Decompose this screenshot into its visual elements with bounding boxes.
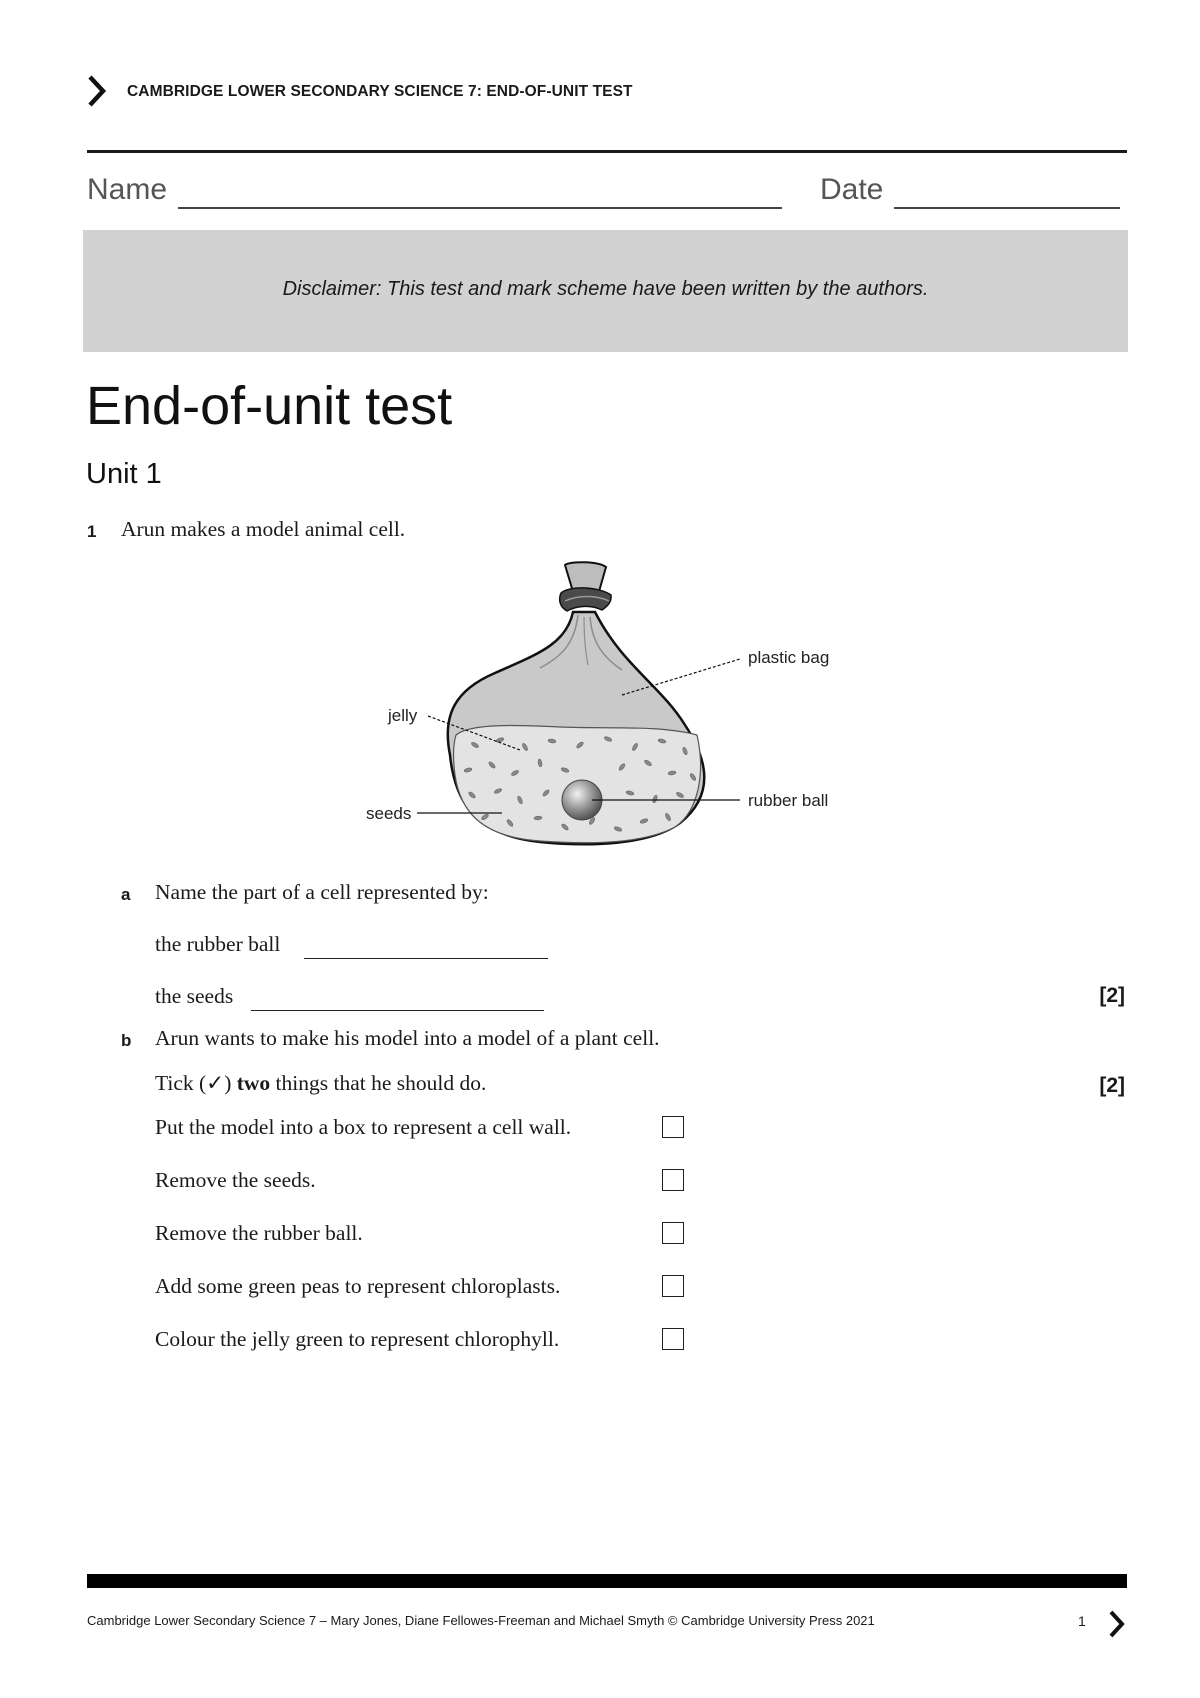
seeds-answer-line[interactable] <box>251 1010 544 1011</box>
name-field[interactable] <box>178 207 782 209</box>
page-number: 1 <box>1078 1613 1086 1629</box>
chevron-right-icon <box>1108 1609 1126 1639</box>
footer-rule <box>87 1574 1127 1588</box>
rubber-ball-answer-line[interactable] <box>304 958 548 959</box>
option-checkbox-green-jelly[interactable] <box>662 1328 684 1350</box>
part-a-letter: a <box>121 885 131 904</box>
option-label: Colour the jelly green to represent chlorophyll. <box>155 1327 560 1351</box>
part-b-prompt: Arun wants to make his model into a model of a plant cell. <box>155 1026 660 1050</box>
option-checkbox-remove-ball[interactable] <box>662 1222 684 1244</box>
option-checkbox-cell-wall[interactable] <box>662 1116 684 1138</box>
seeds-prompt: the seeds <box>155 984 234 1008</box>
option-label: Remove the seeds. <box>155 1168 316 1192</box>
option-label: Remove the rubber ball. <box>155 1221 363 1245</box>
jelly-label: jelly <box>388 706 418 725</box>
tick-instruction <box>155 1071 486 1096</box>
name-label: Name <box>87 173 168 206</box>
part-a-marks: [2] <box>1099 984 1125 1007</box>
tick-instruction-count: two <box>236 1071 271 1095</box>
chevron-right-icon <box>86 74 108 108</box>
unit-heading: Unit 1 <box>86 458 162 490</box>
part-b-marks: [2] <box>1099 1074 1125 1097</box>
model-cell-figure <box>360 555 860 855</box>
page-title: End-of-unit test <box>86 376 453 436</box>
date-label: Date <box>820 173 884 206</box>
date-field[interactable] <box>894 207 1120 209</box>
disclaimer-text: Disclaimer: This test and mark scheme have been written by the authors. <box>282 278 929 300</box>
header-rule <box>87 150 1127 153</box>
footer-credit: Cambridge Lower Secondary Science 7 – Mary Jones, Diane Fellowes-Freeman and Michael Smyth © Cambridge University Press 2021 <box>87 1613 875 1628</box>
seeds-label: seeds <box>366 804 412 823</box>
option-checkbox-green-peas[interactable] <box>662 1275 684 1297</box>
tick-instruction-prefix: Tick (✓) <box>155 1071 232 1095</box>
plastic-bag-label: plastic bag <box>748 648 830 667</box>
part-b-letter: b <box>121 1031 132 1050</box>
running-title: CAMBRIDGE LOWER SECONDARY SCIENCE 7: END-OF-UNIT TEST <box>127 83 633 100</box>
question-number: 1 <box>87 522 97 541</box>
tick-instruction-suffix: things that he should do. <box>275 1071 487 1095</box>
rubber-ball-prompt: the rubber ball <box>155 932 281 956</box>
part-a-prompt: Name the part of a cell represented by: <box>155 880 489 904</box>
option-label: Put the model into a box to represent a cell wall. <box>155 1115 572 1139</box>
question-stem: Arun makes a model animal cell. <box>121 517 406 541</box>
option-label: Add some green peas to represent chloroplasts. <box>155 1274 561 1298</box>
rubber-ball-label: rubber ball <box>748 791 829 810</box>
option-checkbox-remove-seeds[interactable] <box>662 1169 684 1191</box>
